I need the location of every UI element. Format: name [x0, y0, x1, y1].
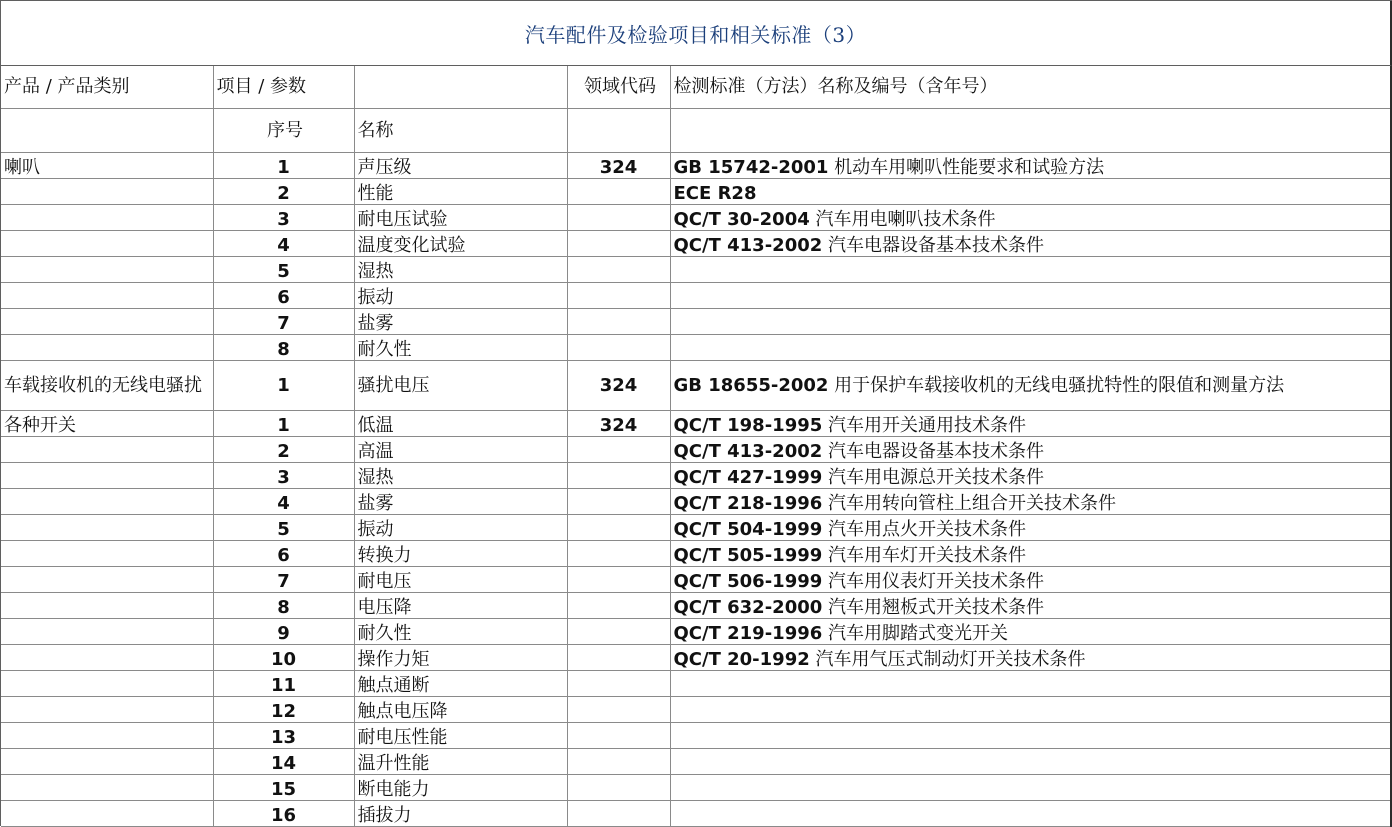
cell-name[interactable]: 声压级 — [354, 153, 567, 179]
cell-field-code[interactable] — [567, 801, 670, 827]
cell-seq[interactable]: 6 — [213, 541, 354, 567]
cell-name[interactable]: 操作力矩 — [354, 645, 567, 671]
standard-name: 汽车用翘板式开关技术条件 — [822, 597, 1045, 618]
standard-name: 机动车用喇叭性能要求和试验方法 — [828, 157, 1105, 178]
standard-name: 汽车用气压式制动灯开关技术条件 — [809, 649, 1086, 670]
table-row — [1, 645, 1391, 671]
cell-product[interactable] — [1, 437, 213, 463]
cell-field-code[interactable] — [567, 775, 670, 801]
standard-code: QC/T 427-1999 — [673, 467, 823, 488]
cell-standard[interactable] — [670, 671, 1391, 697]
subheader-name[interactable]: 名称 — [354, 109, 567, 153]
cell-standard[interactable] — [670, 801, 1391, 827]
cell-name[interactable]: 骚扰电压 — [354, 361, 567, 411]
cell-name[interactable]: 断电能力 — [354, 775, 567, 801]
standard-name: 汽车用脚踏式变光开关 — [822, 623, 1009, 644]
standard-name: 汽车用点火开关技术条件 — [822, 519, 1027, 540]
table-row — [1, 723, 1391, 749]
cell-seq[interactable]: 14 — [213, 749, 354, 775]
cell-name[interactable]: 插拔力 — [354, 801, 567, 827]
standard-name: 汽车用电喇叭技术条件 — [809, 209, 996, 230]
cell-product[interactable] — [1, 645, 213, 671]
standard-name: 汽车用车灯开关技术条件 — [822, 545, 1027, 566]
standard-code: QC/T 198-1995 — [673, 415, 823, 436]
cell-name[interactable]: 温度变化试验 — [354, 231, 567, 257]
cell-field-code[interactable]: 324 — [567, 411, 670, 437]
table-row — [1, 179, 1391, 205]
cell-field-code[interactable] — [567, 463, 670, 489]
standard-code: QC/T 20-1992 — [673, 649, 810, 670]
cell-product[interactable] — [1, 309, 213, 335]
table-row — [1, 335, 1391, 361]
table-row — [1, 205, 1391, 231]
table-row — [1, 153, 1391, 179]
cell-standard[interactable] — [670, 645, 1391, 671]
cell-seq[interactable]: 12 — [213, 697, 354, 723]
standard-name: 汽车电器设备基本技术条件 — [822, 441, 1045, 462]
header-blank[interactable] — [354, 66, 567, 109]
cell-seq[interactable]: 10 — [213, 645, 354, 671]
cell-seq[interactable]: 2 — [213, 437, 354, 463]
cell-field-code[interactable] — [567, 231, 670, 257]
cell-seq[interactable]: 9 — [213, 619, 354, 645]
cell-seq[interactable]: 5 — [213, 515, 354, 541]
table-row — [1, 463, 1391, 489]
table-row — [1, 593, 1391, 619]
cell-product[interactable] — [1, 489, 213, 515]
table-row — [1, 697, 1391, 723]
standard-code: QC/T 506-1999 — [673, 571, 823, 592]
subheader-empty[interactable] — [1, 109, 213, 153]
cell-seq[interactable]: 7 — [213, 309, 354, 335]
cell-field-code[interactable] — [567, 541, 670, 567]
cell-seq[interactable]: 5 — [213, 257, 354, 283]
standard-code: QC/T 504-1999 — [673, 519, 823, 540]
cell-name[interactable]: 触点通断 — [354, 671, 567, 697]
cell-standard[interactable] — [670, 335, 1391, 361]
cell-field-code[interactable]: 324 — [567, 153, 670, 179]
cell-product[interactable] — [1, 541, 213, 567]
cell-field-code[interactable] — [567, 515, 670, 541]
cell-name[interactable]: 耐久性 — [354, 335, 567, 361]
cell-seq[interactable]: 1 — [213, 411, 354, 437]
cell-product[interactable] — [1, 567, 213, 593]
table-row — [1, 541, 1391, 567]
cell-standard[interactable] — [670, 567, 1391, 593]
cell-name[interactable]: 振动 — [354, 515, 567, 541]
table-row — [1, 489, 1391, 515]
table-body — [1, 153, 1391, 827]
cell-product[interactable] — [1, 775, 213, 801]
cell-product[interactable] — [1, 671, 213, 697]
cell-name[interactable]: 振动 — [354, 283, 567, 309]
cell-name[interactable]: 耐久性 — [354, 619, 567, 645]
cell-seq[interactable]: 4 — [213, 231, 354, 257]
cell-field-code[interactable] — [567, 723, 670, 749]
cell-standard[interactable] — [670, 489, 1391, 515]
cell-product[interactable] — [1, 283, 213, 309]
cell-standard[interactable] — [670, 283, 1391, 309]
standard-code: ECE R28 — [673, 183, 757, 204]
header-standard[interactable]: 检测标准（方法）名称及编号（含年号） — [670, 66, 1391, 109]
cell-standard[interactable] — [670, 361, 1391, 411]
cell-field-code[interactable] — [567, 283, 670, 309]
cell-product[interactable] — [1, 205, 213, 231]
cell-standard[interactable] — [670, 179, 1391, 205]
cell-field-code[interactable] — [567, 489, 670, 515]
cell-field-code[interactable] — [567, 697, 670, 723]
cell-product[interactable]: 各种开关 — [1, 411, 213, 437]
standard-code: QC/T 413-2002 — [673, 441, 823, 462]
cell-name[interactable]: 湿热 — [354, 463, 567, 489]
header-row — [1, 66, 1391, 109]
subheader-empty-code[interactable] — [567, 109, 670, 153]
cell-field-code[interactable] — [567, 567, 670, 593]
cell-product[interactable] — [1, 697, 213, 723]
cell-product[interactable] — [1, 801, 213, 827]
cell-name[interactable]: 盐雾 — [354, 489, 567, 515]
cell-name[interactable]: 耐电压试验 — [354, 205, 567, 231]
standard-name: 汽车用开关通用技术条件 — [822, 415, 1027, 436]
cell-name[interactable]: 高温 — [354, 437, 567, 463]
sheet-title: 汽车配件及检验项目和相关标准（3） — [1, 1, 1392, 66]
table-row — [1, 671, 1391, 697]
cell-name[interactable]: 温升性能 — [354, 749, 567, 775]
standard-code: GB 18655-2002 — [673, 374, 829, 396]
standard-name: 汽车用转向管柱上组合开关技术条件 — [822, 493, 1117, 514]
cell-standard[interactable] — [670, 153, 1391, 179]
table-row — [1, 567, 1391, 593]
cell-product[interactable] — [1, 231, 213, 257]
header-product[interactable]: 产品 / 产品类别 — [1, 66, 213, 109]
cell-standard[interactable] — [670, 411, 1391, 437]
cell-field-code[interactable] — [567, 309, 670, 335]
cell-seq[interactable]: 8 — [213, 335, 354, 361]
cell-field-code[interactable] — [567, 671, 670, 697]
cell-standard[interactable] — [670, 463, 1391, 489]
subheader-seq[interactable]: 序号 — [213, 109, 354, 153]
cell-product[interactable]: 喇叭 — [1, 153, 213, 179]
cell-name[interactable]: 转换力 — [354, 541, 567, 567]
standard-code: GB 15742-2001 — [673, 157, 829, 178]
cell-standard[interactable] — [670, 437, 1391, 463]
cell-product[interactable] — [1, 749, 213, 775]
table-row — [1, 283, 1391, 309]
cell-standard[interactable] — [670, 205, 1391, 231]
cell-product[interactable] — [1, 335, 213, 361]
cell-name[interactable]: 湿热 — [354, 257, 567, 283]
standard-code: QC/T 632-2000 — [673, 597, 823, 618]
cell-standard[interactable] — [670, 309, 1391, 335]
cell-product[interactable] — [1, 723, 213, 749]
cell-seq[interactable]: 4 — [213, 489, 354, 515]
standard-name: 用于保护车载接收机的无线电骚扰特性的限值和测量方法 — [828, 374, 1285, 396]
cell-field-code[interactable] — [567, 749, 670, 775]
table-row — [1, 619, 1391, 645]
cell-standard[interactable] — [670, 515, 1391, 541]
table-row — [1, 801, 1391, 827]
standard-name: 汽车用仪表灯开关技术条件 — [822, 571, 1045, 592]
cell-seq[interactable]: 1 — [213, 361, 354, 411]
cell-seq[interactable]: 11 — [213, 671, 354, 697]
cell-seq[interactable]: 1 — [213, 153, 354, 179]
cell-seq[interactable]: 6 — [213, 283, 354, 309]
cell-product[interactable]: 车载接收机的无线电骚扰 — [1, 361, 213, 411]
cell-standard[interactable] — [670, 749, 1391, 775]
cell-name[interactable]: 性能 — [354, 179, 567, 205]
cell-seq[interactable]: 3 — [213, 205, 354, 231]
cell-product[interactable] — [1, 619, 213, 645]
table-row — [1, 437, 1391, 463]
cell-standard[interactable] — [670, 541, 1391, 567]
cell-standard[interactable] — [670, 775, 1391, 801]
cell-product[interactable] — [1, 179, 213, 205]
standard-code: QC/T 505-1999 — [673, 545, 823, 566]
cell-product[interactable] — [1, 593, 213, 619]
standards-table — [1, 66, 1392, 827]
cell-standard[interactable] — [670, 593, 1391, 619]
subheader-row — [1, 109, 1391, 153]
standard-code: QC/T 219-1996 — [673, 623, 823, 644]
table-row — [1, 231, 1391, 257]
header-item[interactable]: 项目 / 参数 — [213, 66, 354, 109]
table-row — [1, 361, 1391, 411]
table-row — [1, 257, 1391, 283]
cell-field-code[interactable] — [567, 205, 670, 231]
cell-product[interactable] — [1, 463, 213, 489]
standard-name: 汽车用电源总开关技术条件 — [822, 467, 1045, 488]
cell-name[interactable]: 触点电压降 — [354, 697, 567, 723]
standard-code: QC/T 218-1996 — [673, 493, 823, 514]
standard-code: QC/T 30-2004 — [673, 209, 810, 230]
cell-product[interactable] — [1, 515, 213, 541]
table-row — [1, 515, 1391, 541]
cell-field-code[interactable] — [567, 257, 670, 283]
table-row — [1, 411, 1391, 437]
cell-name[interactable]: 耐电压性能 — [354, 723, 567, 749]
cell-seq[interactable]: 2 — [213, 179, 354, 205]
cell-field-code[interactable] — [567, 437, 670, 463]
standard-code: QC/T 413-2002 — [673, 235, 823, 256]
cell-field-code[interactable] — [567, 619, 670, 645]
table-row — [1, 775, 1391, 801]
table-row — [1, 309, 1391, 335]
header-field-code[interactable]: 领域代码 — [567, 66, 670, 109]
cell-name[interactable]: 耐电压 — [354, 567, 567, 593]
cell-seq[interactable]: 15 — [213, 775, 354, 801]
table-row — [1, 749, 1391, 775]
cell-field-code[interactable] — [567, 179, 670, 205]
cell-standard[interactable] — [670, 697, 1391, 723]
cell-seq[interactable]: 16 — [213, 801, 354, 827]
cell-field-code[interactable] — [567, 593, 670, 619]
cell-product[interactable] — [1, 257, 213, 283]
cell-field-code[interactable] — [567, 645, 670, 671]
cell-seq[interactable]: 3 — [213, 463, 354, 489]
cell-seq[interactable]: 8 — [213, 593, 354, 619]
standard-name: 汽车电器设备基本技术条件 — [822, 235, 1045, 256]
cell-seq[interactable]: 7 — [213, 567, 354, 593]
subheader-empty-standard[interactable] — [670, 109, 1391, 153]
cell-name[interactable]: 电压降 — [354, 593, 567, 619]
cell-field-code[interactable] — [567, 335, 670, 361]
cell-standard[interactable] — [670, 619, 1391, 645]
cell-seq[interactable]: 13 — [213, 723, 354, 749]
cell-standard[interactable] — [670, 231, 1391, 257]
cell-name[interactable]: 盐雾 — [354, 309, 567, 335]
cell-name[interactable]: 低温 — [354, 411, 567, 437]
cell-field-code[interactable]: 324 — [567, 361, 670, 411]
cell-standard[interactable] — [670, 723, 1391, 749]
cell-standard[interactable] — [670, 257, 1391, 283]
